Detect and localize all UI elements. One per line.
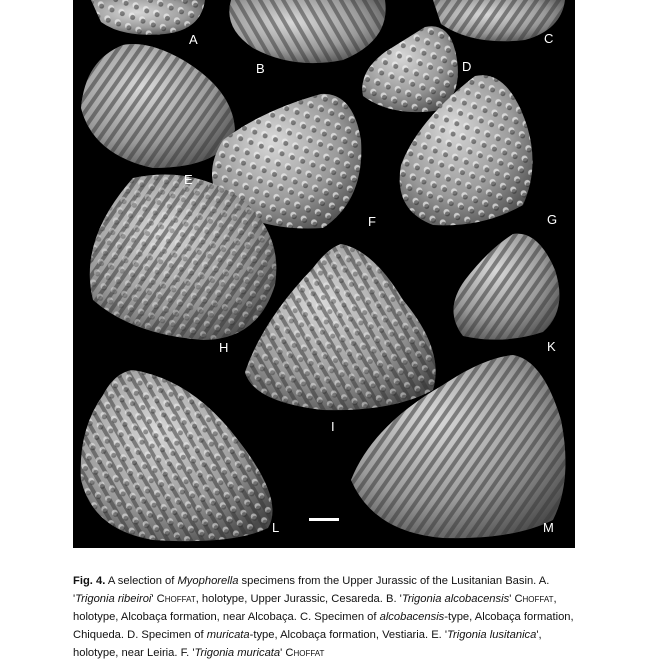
specimen-l-shell: [81, 370, 273, 541]
caption-text: -type, Alcobaça formation, Chiqueda. D. Specimen of: [73, 611, 574, 641]
genus-name: Myophorella: [177, 575, 239, 587]
specimen-k-shell: [453, 234, 559, 340]
caption-text: ': [509, 593, 515, 605]
specimen-label-d: D: [462, 59, 472, 74]
type-name: alcobacensis: [379, 611, 445, 623]
specimen-label-f: F: [368, 214, 376, 229]
author-name: Choffat: [285, 647, 325, 659]
author-name: Choffat: [514, 593, 554, 605]
specimen-e-shell: [81, 44, 235, 168]
specimen-label-l: L: [272, 520, 280, 535]
specimen-label-c: C: [544, 31, 554, 46]
specimen-label-b: B: [256, 61, 265, 76]
specimen-label-h: H: [219, 340, 229, 355]
caption-text: specimens from the Upper Jurassic of the Lusitanian Basin. A. ': [73, 575, 550, 605]
specimen-d-shell: [362, 26, 458, 112]
caption-text: -type, Alcobaça formation, Vestiaria. E. ': [249, 629, 448, 641]
species-name: Trigonia ribeiroi: [75, 593, 152, 605]
specimen-a-shell: [91, 0, 205, 35]
species-name: Trigonia muricata: [194, 647, 281, 659]
specimen-label-i: I: [331, 419, 335, 434]
figure-label: Fig. 4.: [73, 575, 106, 587]
figure-caption: [73, 572, 578, 662]
specimen-label-m: M: [543, 520, 554, 535]
species-name: Trigonia alcobacensis: [401, 593, 510, 605]
plate-shells: [73, 0, 575, 548]
specimen-label-g: G: [547, 212, 558, 227]
species-name: Trigonia lusitanica: [447, 629, 537, 641]
caption-text: , holotype, Alcobaça formation, near Alcobaça. C. Specimen of: [73, 593, 557, 623]
type-name: muricata: [206, 629, 250, 641]
fossil-plate: [73, 0, 575, 548]
caption-text: A selection of: [105, 575, 178, 587]
caption-text: ', holotype, near Leiria. F. ': [73, 629, 542, 659]
author-name: Choffat: [156, 593, 196, 605]
specimen-label-e: E: [184, 172, 193, 187]
caption-text: ': [280, 647, 286, 659]
scale-bar: [309, 518, 339, 521]
specimen-b-shell: [229, 0, 385, 63]
caption-text: , holotype, Upper Jurassic, Cesareda. B. ': [195, 593, 402, 605]
caption-text: ': [151, 593, 157, 605]
specimen-label-a: A: [189, 32, 198, 47]
specimen-label-k: K: [547, 339, 556, 354]
